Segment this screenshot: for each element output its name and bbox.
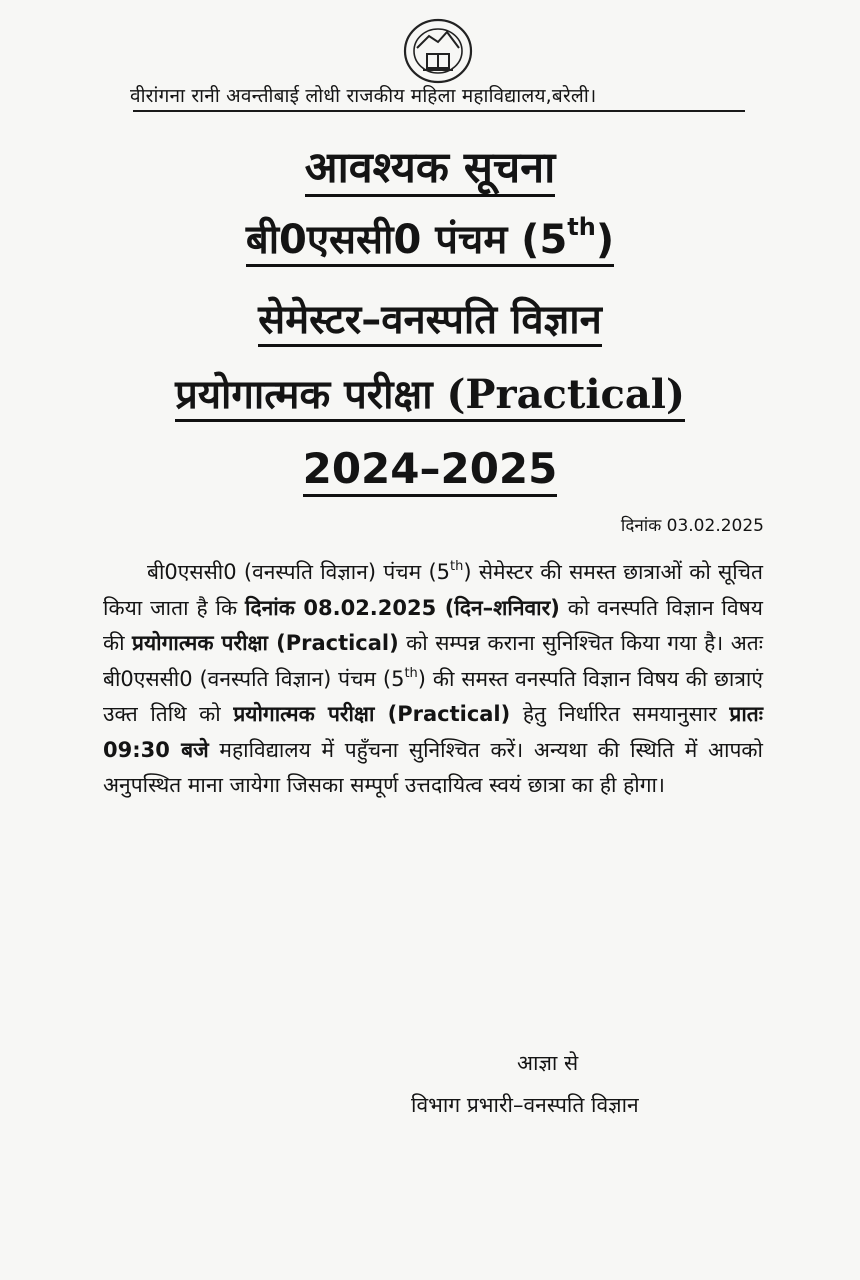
college-emblem-icon xyxy=(403,18,473,84)
notice-heading: आवश्यक सूचना xyxy=(0,136,860,195)
signature-line-department: विभाग प्रभारी–वनस्पति विज्ञान xyxy=(411,1093,639,1117)
notice-body: बी0एससी0 (वनस्पति विज्ञान) पंचम (5th) सेमेस्टर की समस्त छात्राओं को सूचित किया जाता है कि दिनांक 08.02.2025 (दिन–शनिवार) को वनस्पति विज्ञान विषय की प्रयोगात्मक परीक्षा (Practical) को सम्पन्न कराना सुनिश्चित किया गया है। अतः बी0एससी0 (वनस्पति विज्ञान) पंचम (5th) की समस्त वनस्पति विज्ञान विषय की छात्राएं उक्त तिथि को प्रयोगात्मक परीक्षा (Practical) हेतु निर्धारित समयानुसार प्रातः 09:30 बजे महाविद्यालय में पहुँचना सुनिश्चित करें। अन्यथा की स्थिति में आपको अनुपस्थित माना जायेगा जिसका सम्पूर्ण उत्तदायित्व स्वयं छात्रा का ही होगा। xyxy=(103,559,763,797)
college-name: वीरांगना रानी अवन्तीबाई लोधी राजकीय महिला महाविद्यालय,बरेली। xyxy=(130,85,597,107)
session-year: 2024–2025 xyxy=(0,444,860,493)
subject-title: सेमेस्टर–वनस्पति विज्ञान xyxy=(0,290,860,345)
signature-line-order: आज्ञा से xyxy=(517,1051,579,1075)
course-title: बी0एससी0 पंचम (5th) xyxy=(0,210,860,265)
exam-title: प्रयोगात्मक परीक्षा (Practical) xyxy=(0,365,860,420)
notice-date: दिनांक 03.02.2025 xyxy=(620,516,764,536)
header-divider xyxy=(133,110,745,112)
